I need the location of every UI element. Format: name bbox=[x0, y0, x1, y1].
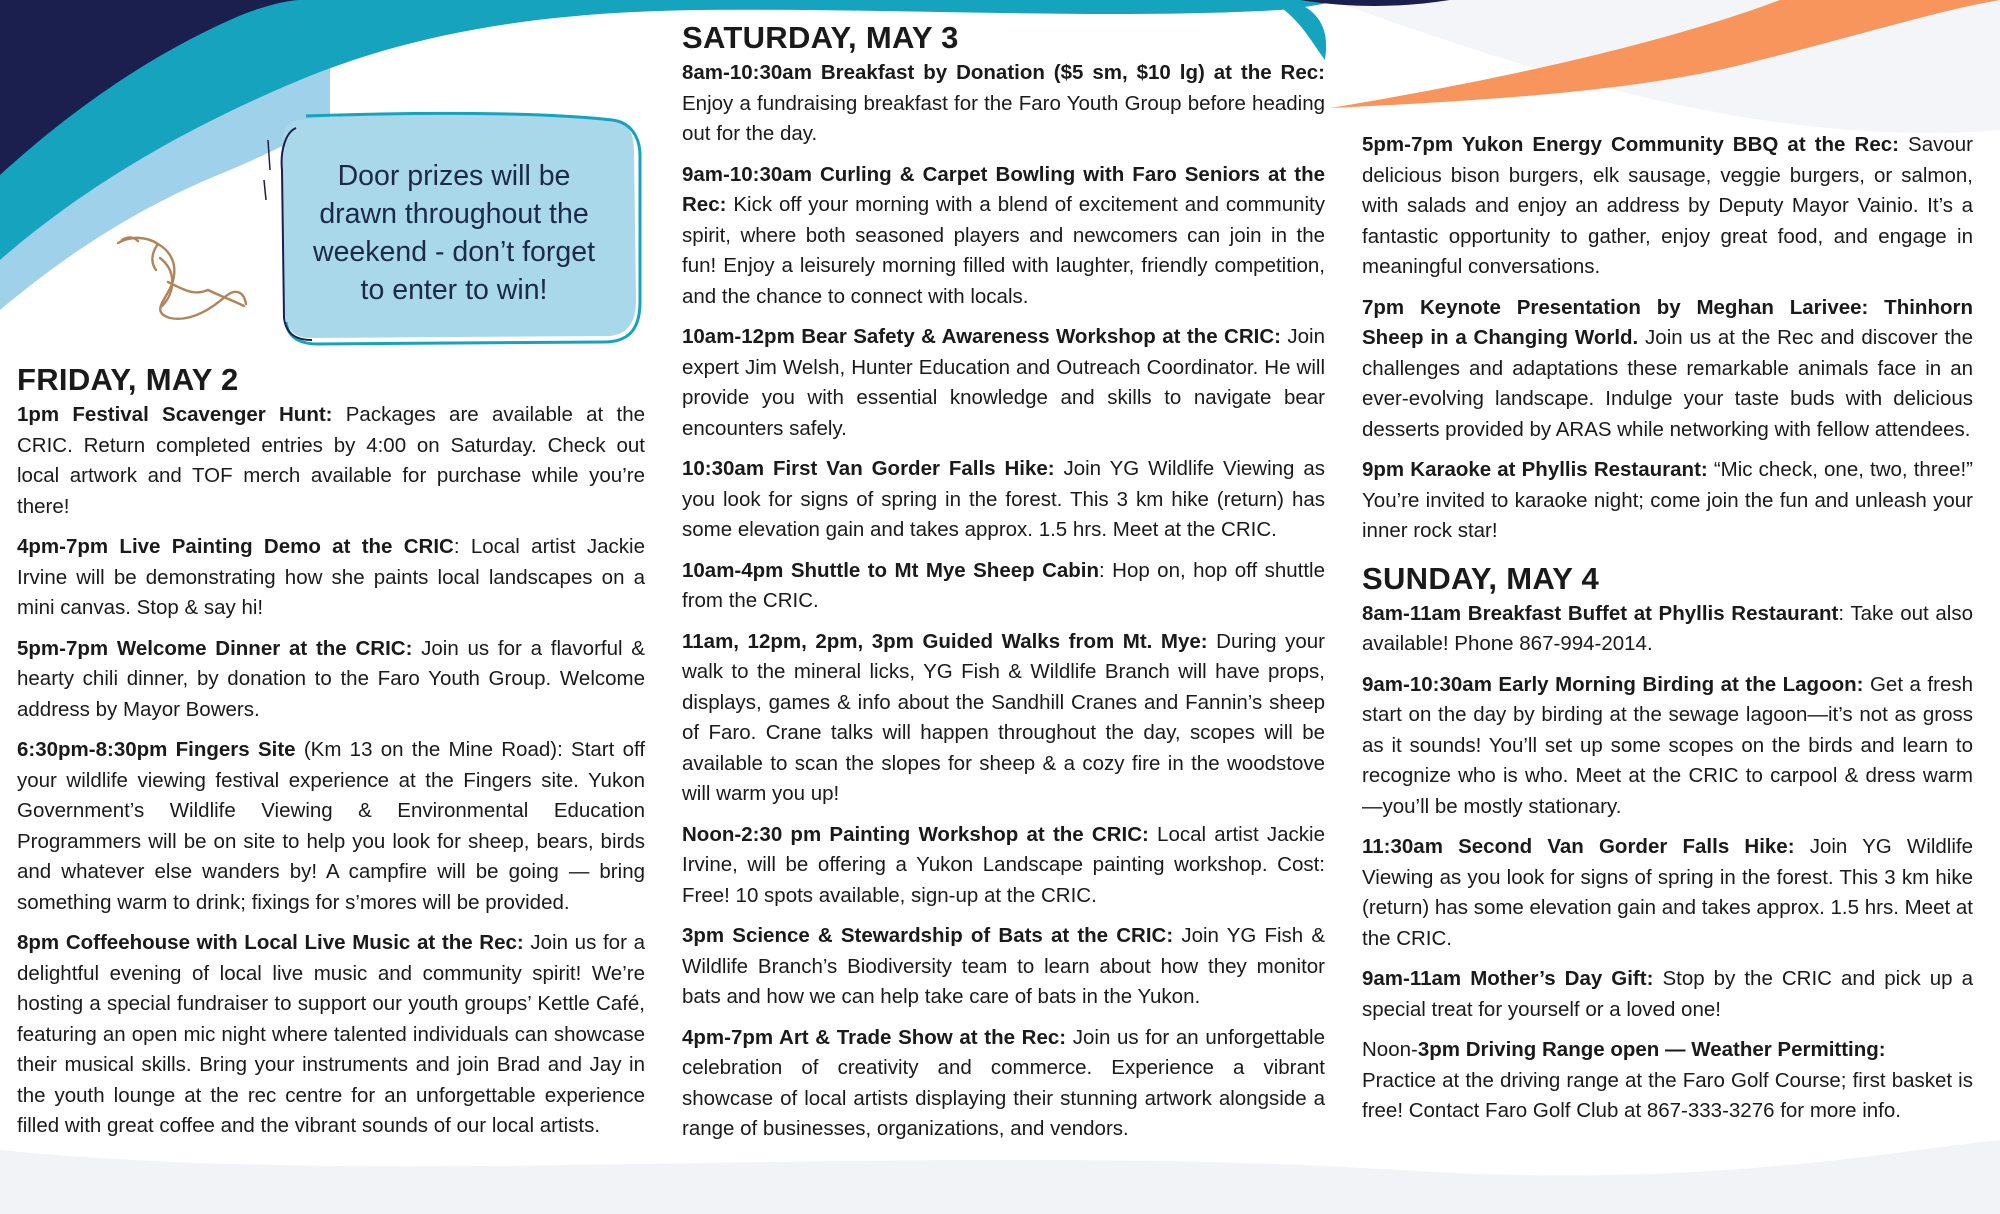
event-title: 5pm-7pm Yukon Energy Community BBQ at the Rec: bbox=[1362, 133, 1899, 156]
event-title: 1pm Festival Scavenger Hunt: bbox=[17, 403, 333, 426]
saturday-event bbox=[682, 556, 1325, 617]
event-title: 4pm-7pm Live Painting Demo at the CRIC bbox=[17, 535, 454, 558]
event-title: 9pm Karaoke at Phyllis Restaurant: bbox=[1362, 458, 1708, 481]
saturday-column bbox=[682, 20, 1325, 1155]
event-description: Enjoy a fundraising breakfast for the Faro Youth Group before heading out for the day. bbox=[682, 91, 1325, 145]
sunday-event bbox=[1362, 832, 1973, 954]
event-title: 10am-12pm Bear Safety & Awareness Workshop at the CRIC: bbox=[682, 325, 1281, 348]
event-description: Join us for an unforgettable celebration of creativity and commerce. Experience a vibrant showcase of local artists displaying their stunning artwork alongside a range of businesses, organizations, and vendors. bbox=[682, 1025, 1325, 1140]
event-description: Join expert Jim Welsh, Hunter Education and Outreach Coordinator. He will provide you with essential knowledge and skills to navigate bear encounters safely. bbox=[682, 325, 1325, 440]
saturday-sunday-column bbox=[1362, 130, 1973, 1137]
event-title: 8pm Coffeehouse with Local Live Music at the Rec: bbox=[17, 931, 524, 954]
saturday-event bbox=[682, 820, 1325, 912]
sunday-event bbox=[1362, 1035, 1973, 1127]
friday-event bbox=[17, 634, 645, 726]
event-title: 5pm-7pm Welcome Dinner at the CRIC: bbox=[17, 636, 413, 660]
event-description: : Hop on, hop off shuttle from the CRIC. bbox=[682, 558, 1325, 612]
friday-event bbox=[17, 532, 645, 624]
event-description: : Take out also available! Phone 867-994-2014. bbox=[1362, 601, 1973, 655]
saturday-event bbox=[1362, 293, 1973, 446]
door-prize-text: Door prizes will be drawn throughout the weekend - don’t forget to enter to win! bbox=[312, 160, 595, 306]
saturday-event bbox=[682, 58, 1325, 150]
event-description: Practice at the driving range at the Faro Golf Course; first basket is free! Contact Faro Golf Club at 867-333-3276 for more info. bbox=[1362, 1068, 1973, 1122]
event-description: : Local artist Jackie Irvine will be demonstrating how she paints local landscapes on a mini canvas. Stop & say hi! bbox=[17, 535, 645, 619]
event-description: Join YG Wildlife Viewing as you look for signs of spring in the forest. This 3 km hike (return) has some elevation gain and takes approx. 1.5 hrs. Meet at the CRIC. bbox=[1362, 835, 1973, 950]
event-description: Join YG Fish & Wildlife Branch’s Biodiversity team to learn about how they monitor bats and how we can help take care of bats in the Yukon. bbox=[682, 924, 1325, 1008]
event-description: Local artist Jackie Irvine, will be offering a Yukon Landscape painting workshop. Cost: Free! 10 spots available, sign-up at the CRIC. bbox=[682, 822, 1325, 907]
event-title: 10am-4pm Shuttle to Mt Mye Sheep Cabin bbox=[682, 558, 1100, 582]
event-title: 4pm-7pm Art & Trade Show at the Rec: bbox=[682, 1025, 1067, 1049]
event-title: 3pm Driving Range open — Weather Permitting: bbox=[1417, 1038, 1886, 1061]
event-description: Join us at the Rec and discover the challenges and adaptations these remarkable animals face in an ever-evolving landscape. Indulge your taste buds with delicious desserts provided by ARAS while networking with fellow attendees. bbox=[1362, 326, 1973, 441]
friday-event bbox=[17, 735, 645, 918]
sunday-event bbox=[1362, 599, 1973, 660]
event-description: Packages are available at the CRIC. Return completed entries by 4:00 on Saturday. Check out local artwork and TOF merch available for purchase while you’re there! bbox=[17, 403, 645, 518]
saturday-event bbox=[1362, 455, 1973, 547]
event-title: 10:30am First Van Gorder Falls Hike: bbox=[682, 457, 1055, 480]
event-description: Stop by the CRIC and pick up a special treat for yourself or a loved one! bbox=[1362, 967, 1973, 1021]
event-description: Kick off your morning with a blend of excitement and community spirit, where both seasoned players and newcomers can join in the fun! Enjoy a leisurely morning filled with laughter, friendly competition, and the chance to connect with locals. bbox=[682, 193, 1325, 308]
event-title: 11:30am Second Van Gorder Falls Hike: bbox=[1362, 835, 1795, 858]
event-description: During your walk to the mineral licks, YG Fish & Wildlife Branch will have props, displays, games & info about the Sandhill Cranes and Fannin’s sheep of Faro. Crane talks will happen throughout the day, scopes will be available to scan the slopes for sheep & a cozy fire in the woodstove will warm you up! bbox=[682, 629, 1325, 805]
event-title: Noon-2:30 pm Painting Workshop at the CRIC: bbox=[682, 822, 1149, 846]
sunday-event bbox=[1362, 964, 1973, 1025]
saturday-event bbox=[682, 322, 1325, 444]
event-title: 9am-10:30am Early Morning Birding at the Lagoon: bbox=[1362, 672, 1864, 696]
sunday-heading: SUNDAY, MAY 4 bbox=[1362, 560, 1600, 596]
event-title: 3pm Science & Stewardship of Bats at the CRIC: bbox=[682, 924, 1174, 947]
event-title: 6:30pm-8:30pm Fingers Site bbox=[17, 738, 296, 761]
friday-column bbox=[17, 362, 645, 1152]
event-time-prefix: Noon- bbox=[1362, 1038, 1418, 1061]
door-prize-callout bbox=[284, 122, 624, 344]
event-title: 8am-11am Breakfast Buffet at Phyllis Restaurant bbox=[1362, 601, 1839, 625]
event-description: (Km 13 on the Mine Road): Start off your wildlife viewing festival experience at the Fingers site. Yukon Government’s Wildlife Viewing & Environmental Education Programmers will be on site to help you look for sheep, bears, birds and whatever else wanders by! A campfire will be going — bring something warm to drink; fixings for s’mores will be provided. bbox=[17, 738, 646, 914]
friday-event bbox=[17, 928, 645, 1142]
event-title: 9am-11am Mother’s Day Gift: bbox=[1362, 967, 1654, 990]
event-description: Join YG Wildlife Viewing as you look for signs of spring in the forest. This 3 km hike (return) has some elevation gain and takes approx. 1.5 hrs. Meet at the CRIC. bbox=[682, 457, 1325, 541]
friday-heading: FRIDAY, MAY 2 bbox=[17, 362, 239, 397]
event-title: 8am-10:30am Breakfast by Donation ($5 sm, $10 lg) at the Rec: bbox=[682, 61, 1325, 84]
event-title: 7pm Keynote Presentation by Meghan Larivee: Thinhorn Sheep in a Changing World. bbox=[1362, 295, 1973, 349]
event-description: Join us for a delightful evening of local live music and community spirit! We’re hosting a special fundraiser to support our youth groups’ Kettle Café, featuring an open mic night where talented individuals can showcase their musical skills. Bring your instruments and join Brad and Jay in the youth lounge at the rec centre for an unforgettable experience filled with great coffee and the vibrant sounds of our local artists. bbox=[17, 931, 645, 1137]
saturday-event bbox=[682, 160, 1325, 313]
saturday-heading: SATURDAY, MAY 3 bbox=[682, 20, 959, 55]
saturday-event bbox=[682, 921, 1325, 1013]
event-description: “Mic check, one, two, three!” You’re invited to karaoke night; come join the fun and unleash your inner rock star! bbox=[1362, 458, 1973, 542]
event-description: Savour delicious bison burgers, elk sausage, veggie burgers, or salmon, with salads and enjoy an address by Deputy Mayor Vainio. It’s a fantastic opportunity to gather, enjoy great food, and engage in meaningful conversations. bbox=[1362, 133, 1973, 278]
saturday-event bbox=[682, 627, 1325, 810]
saturday-event bbox=[682, 454, 1325, 546]
friday-event bbox=[17, 400, 645, 522]
duck-outline-icon bbox=[118, 237, 246, 318]
saturday-event bbox=[1362, 130, 1973, 283]
event-title: 11am, 12pm, 2pm, 3pm Guided Walks from Mt. Mye: bbox=[682, 629, 1208, 653]
event-description: Join us for a flavorful & hearty chili dinner, by donation to the Faro Youth Group. Welcome address by Mayor Bowers. bbox=[17, 636, 645, 721]
event-title: 9am-10:30am Curling & Carpet Bowling with Faro Seniors at the Rec: bbox=[682, 162, 1325, 216]
event-description: Get a fresh start on the day by birding at the sewage lagoon—it’s not as gross as it sounds! You’ll set up some scopes on the birds and learn to recognize who is who. Meet at the CRIC to carpool & dress warm—you’ll be mostly stationary. bbox=[1362, 672, 1973, 818]
saturday-event bbox=[682, 1023, 1325, 1145]
sunday-event bbox=[1362, 670, 1973, 823]
